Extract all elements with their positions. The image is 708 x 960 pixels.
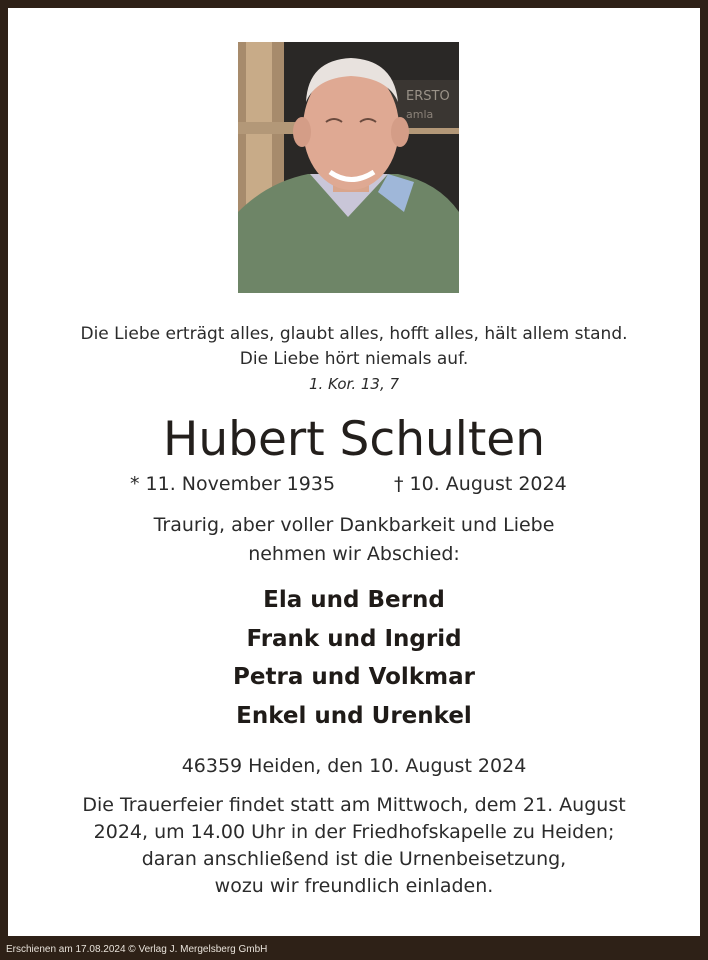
deceased-name: Hubert Schulten: [162, 412, 545, 467]
farewell-intro: [8, 511, 700, 569]
svg-text:amla: amla: [406, 108, 434, 121]
mourners-list: [8, 581, 700, 735]
svg-text:ERSTO: ERSTO: [406, 89, 450, 104]
verse-line: Die Liebe hört niemals auf.: [239, 349, 469, 369]
funeral-line: 2024, um 14.00 Uhr in der Friedhofskapelle zu Heiden;: [93, 821, 615, 843]
funeral-line: daran anschließend ist die Urnenbeisetzung,: [141, 848, 567, 870]
death-date: † 10. August 2024: [394, 473, 567, 495]
mourner-entry: Frank und Ingrid: [246, 625, 462, 652]
place-and-date: 46359 Heiden, den 10. August 2024: [181, 755, 527, 777]
verse-line: Die Liebe erträgt alles, glaubt alles, hofft alles, hält allem stand.: [80, 324, 628, 344]
bible-verse: [8, 322, 700, 397]
mourner-entry: Petra und Volkmar: [233, 664, 475, 690]
funeral-line: wozu wir freundlich einladen.: [214, 875, 494, 897]
portrait-image: [238, 42, 459, 293]
portrait-photo: [238, 42, 459, 293]
obituary-card: [8, 8, 700, 936]
birth-date: * 11. November 1935: [130, 473, 336, 495]
mourner-entry: Ela und Bernd: [263, 587, 445, 613]
intro-line: nehmen wir Abschied:: [248, 543, 460, 565]
verse-reference: 1. Kor. 13, 7: [308, 375, 400, 393]
intro-line: Traurig, aber voller Dankbarkeit und Liebe: [153, 514, 555, 536]
funeral-notice: [48, 792, 660, 900]
publication-footer: Erschienen am 17.08.2024 © Verlag J. Mergelsberg GmbH: [6, 944, 268, 955]
mourner-entry: Enkel und Urenkel: [236, 702, 472, 729]
funeral-line: Die Trauerfeier findet statt am Mittwoch, dem 21. August: [82, 794, 626, 816]
